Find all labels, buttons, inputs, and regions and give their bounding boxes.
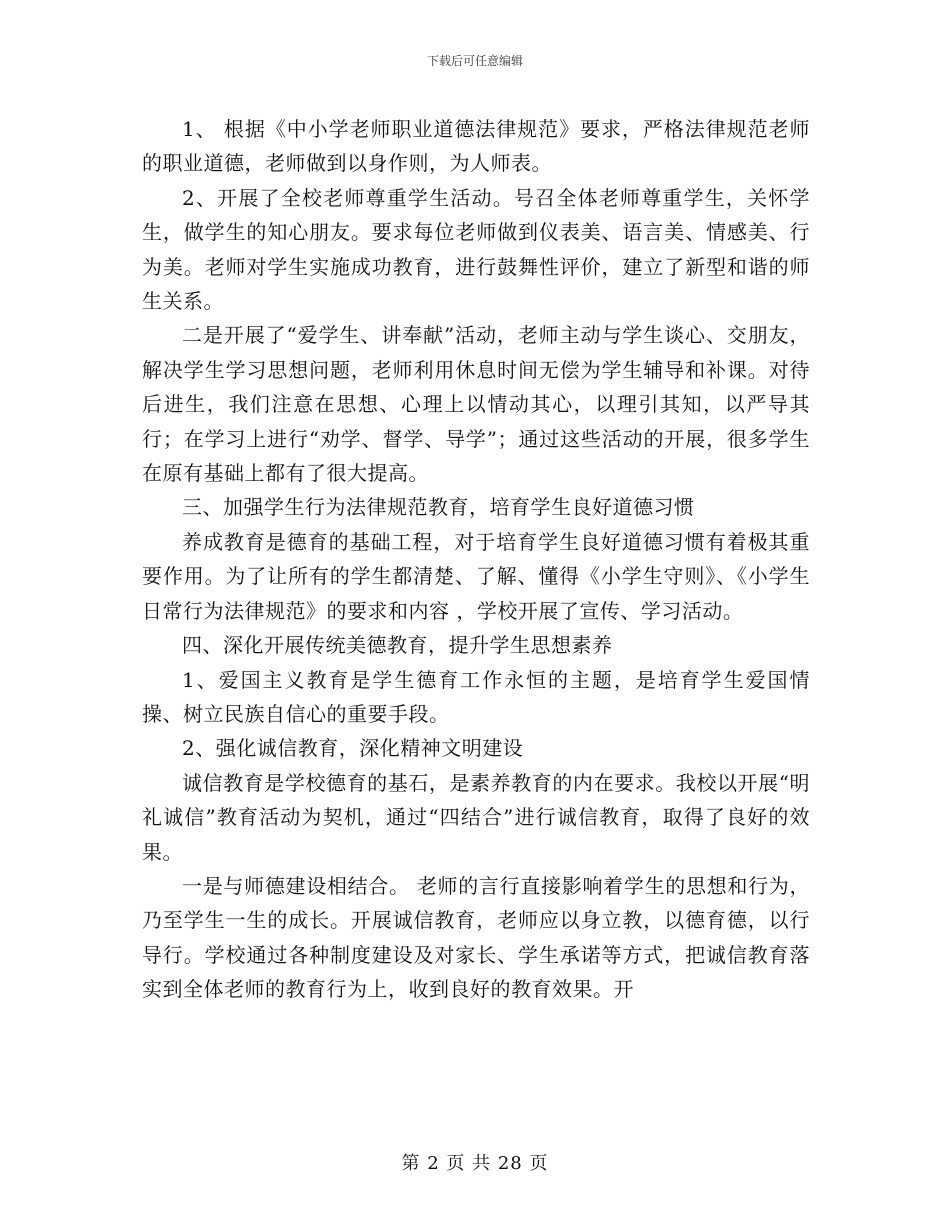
section-heading-behavior-norms: 三、加强学生行为法律规范教育，培育学生良好道德习惯 (182, 495, 695, 520)
paragraph-integrity-foundation: 诚信教育是学校德育的基石，是素养教育的内在要求。我校以开展“明礼诚信”教育活动为契机，通过“四结合”进行诚信教育，取得了良好的效果。 (142, 770, 810, 864)
page-header: 下载后可任意编辑 (426, 54, 523, 68)
section-heading-traditional-virtues: 四、深化开展传统美德教育，提升学生思想素养 (182, 633, 613, 658)
paragraph-teacher-ethics-combination: 一是与师德建设相结合。 老师的言行直接影响着学生的思想和行为，乃至学生一生的成长。开展诚信教育，老师应以身立教，以德育德，以行导行。学校通过各种制度建设及对家长、学生承诺等方式，把诚信教育落实到全体老师的教育行为上，收到良好的教育效果。开 (142, 873, 810, 1002)
paragraph-teacher-ethics-norms: 1、 根据《中小学老师职业道德法律规范》要求，严格法律规范老师的职业道德，老师做到以身作则，为人师表。 (142, 117, 810, 176)
paragraph-love-students-activity: 二是开展了“爱学生、讲奉献”活动，老师主动与学生谈心、交朋友，解决学生学习思想问题，老师利用休息时间无偿为学生辅导和补课。对待后进生，我们注意在思想、心理上以情动其心，以理引其知，以严导其行；在学习上进行“劝学、督学、导学”；通过这些活动的开展，很多学生在原有基础上都有了很大提高。 (142, 323, 810, 486)
paragraph-patriotism-education: 1、爱国主义教育是学生德育工作永恒的主题，是培育学生爱国情操、树立民族自信心的重要手段。 (142, 667, 810, 726)
document-body (142, 112, 810, 1007)
page-number-footer: 第 2 页 共 28 页 (401, 1153, 549, 1174)
paragraph-habit-education: 养成教育是德育的基础工程，对于培育学生良好道德习惯有着极其重要作用。为了让所有的学生都清楚、了解、懂得《小学生守则》、《小学生日常行为法律规范》的要求和内容 ，学校开展了宣传、学习活动。 (142, 529, 810, 623)
paragraph-respect-students-activity: 2、开展了全校老师尊重学生活动。号召全体老师尊重学生，关怀学生，做学生的知心朋友。要求每位老师做到仪表美、语言美、情感美、行为美。老师对学生实施成功教育，进行鼓舞性评价，建立了新型和谐的师生关系。 (142, 185, 810, 314)
subheading-integrity-education: 2、强化诚信教育，深化精神文明建设 (182, 736, 524, 761)
